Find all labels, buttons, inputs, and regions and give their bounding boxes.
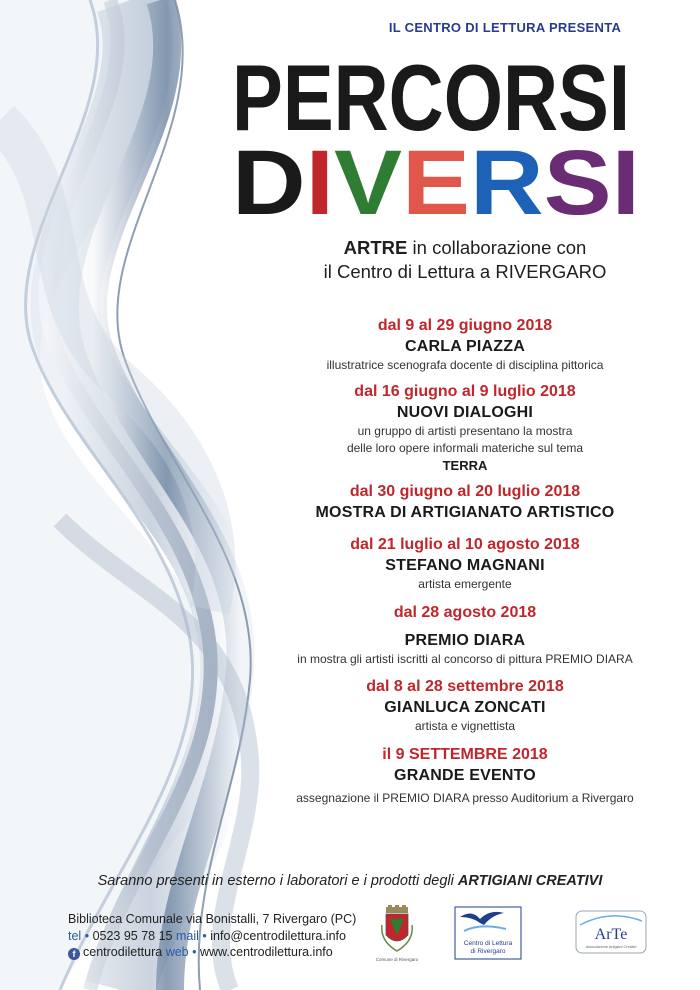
event-item xyxy=(255,382,675,474)
event-desc: artista e vignettista xyxy=(414,719,516,733)
centro-lettura-subtitle: di Rivergaro xyxy=(470,948,506,955)
centro-lettura-title: Centro di Lettura xyxy=(463,940,513,947)
title-letter: E xyxy=(401,132,464,234)
event-date: dal 28 agosto 2018 xyxy=(393,604,537,621)
title-letter: D xyxy=(232,132,299,234)
event-date: dal 9 al 29 giugno 2018 xyxy=(377,317,553,334)
intro-block xyxy=(255,236,675,284)
partner-logos xyxy=(375,905,680,965)
event-date: il 9 SETTEMBRE 2018 xyxy=(382,746,548,763)
poster-title xyxy=(0,0,700,234)
event-date: dal 30 giugno al 20 luglio 2018 xyxy=(349,483,581,500)
event-name: CARLA PIAZZA xyxy=(404,338,526,355)
title-line-diversi xyxy=(232,132,640,234)
event-theme: TERRA xyxy=(442,458,488,473)
event-desc: in mostra gli artisti iscritti al concorso di pittura PREMIO DIARA xyxy=(297,652,633,666)
event-date: dal 21 luglio al 10 agosto 2018 xyxy=(350,536,580,553)
centro-lettura-logo xyxy=(455,907,521,959)
comune-caption: Comune di Rivergaro xyxy=(375,957,419,962)
web-label: web xyxy=(165,945,189,959)
intro-line2: il Centro di Lettura a RIVERGARO xyxy=(323,261,607,282)
event-item xyxy=(255,745,675,807)
event-name: GRANDE EVENTO xyxy=(394,767,536,784)
website-link[interactable]: www.centrodilettura.info xyxy=(200,945,333,959)
facebook-icon: f xyxy=(68,948,80,960)
event-desc: illustratrice scenografa docente di disciplina pittorica xyxy=(326,358,604,372)
event-item xyxy=(255,482,675,523)
event-item xyxy=(255,677,675,735)
contact-line xyxy=(68,928,368,945)
title-letter: I xyxy=(305,132,332,234)
title-letter: R xyxy=(470,132,537,234)
event-desc: assegnazione il PREMIO DIARA presso Auditorium a Rivergaro xyxy=(296,791,634,805)
closing-highlight: ARTIGIANI CREATIVI xyxy=(457,873,603,889)
comune-crest-logo xyxy=(376,905,419,962)
tel-label: tel xyxy=(68,928,82,943)
artre-logo xyxy=(576,911,646,953)
event-desc: delle loro opere informali materiche sul tema xyxy=(346,441,584,455)
event-desc: un gruppo di artisti presentano la mostra xyxy=(357,424,573,438)
event-name: MOSTRA DI ARTIGIANATO ARTISTICO xyxy=(315,504,615,521)
title-letter: V xyxy=(333,132,396,234)
artre-tagline: Associazione Artigiani Creativi xyxy=(585,945,637,949)
closing-note xyxy=(0,873,700,889)
closing-text: Saranno presenti in esterno i laboratori e i prodotti degli xyxy=(97,873,458,889)
event-desc: artista emergente xyxy=(418,577,512,591)
event-item xyxy=(255,603,675,668)
event-name: NUOVI DIALOGHI xyxy=(396,404,534,421)
event-item xyxy=(255,316,675,374)
event-name: GIANLUCA ZONCATI xyxy=(384,699,546,716)
artre-wordmark: ArTe xyxy=(594,926,628,943)
title-letter: I xyxy=(611,132,638,234)
title-letter: S xyxy=(543,132,606,234)
event-name: PREMIO DIARA xyxy=(404,632,526,649)
event-date: dal 8 al 28 settembre 2018 xyxy=(366,678,564,695)
separator: • xyxy=(202,928,207,943)
facebook-link[interactable]: centrodilettura xyxy=(83,945,163,959)
intro-org: ARTRE xyxy=(343,237,408,258)
presenter-line: IL CENTRO DI LETTURA PRESENTA xyxy=(388,20,622,35)
social-line xyxy=(68,944,368,961)
contact-footer xyxy=(68,911,368,961)
library-address: Biblioteca Comunale via Bonistalli, 7 Rivergaro (PC) xyxy=(68,912,357,926)
email-link[interactable]: info@centrodilettura.info xyxy=(210,928,346,943)
intro-line1: in collaborazione con xyxy=(407,237,587,258)
events-list xyxy=(255,316,675,807)
separator: • xyxy=(84,928,90,943)
event-date: dal 16 giugno al 9 luglio 2018 xyxy=(354,383,576,400)
title-line-percorsi: PERCORSI xyxy=(232,45,630,150)
mail-label: mail xyxy=(176,928,199,943)
event-name: STEFANO MAGNANI xyxy=(385,557,545,574)
separator: • xyxy=(192,945,197,959)
phone-number: 0523 95 78 15 xyxy=(92,928,173,943)
event-item xyxy=(255,535,675,593)
